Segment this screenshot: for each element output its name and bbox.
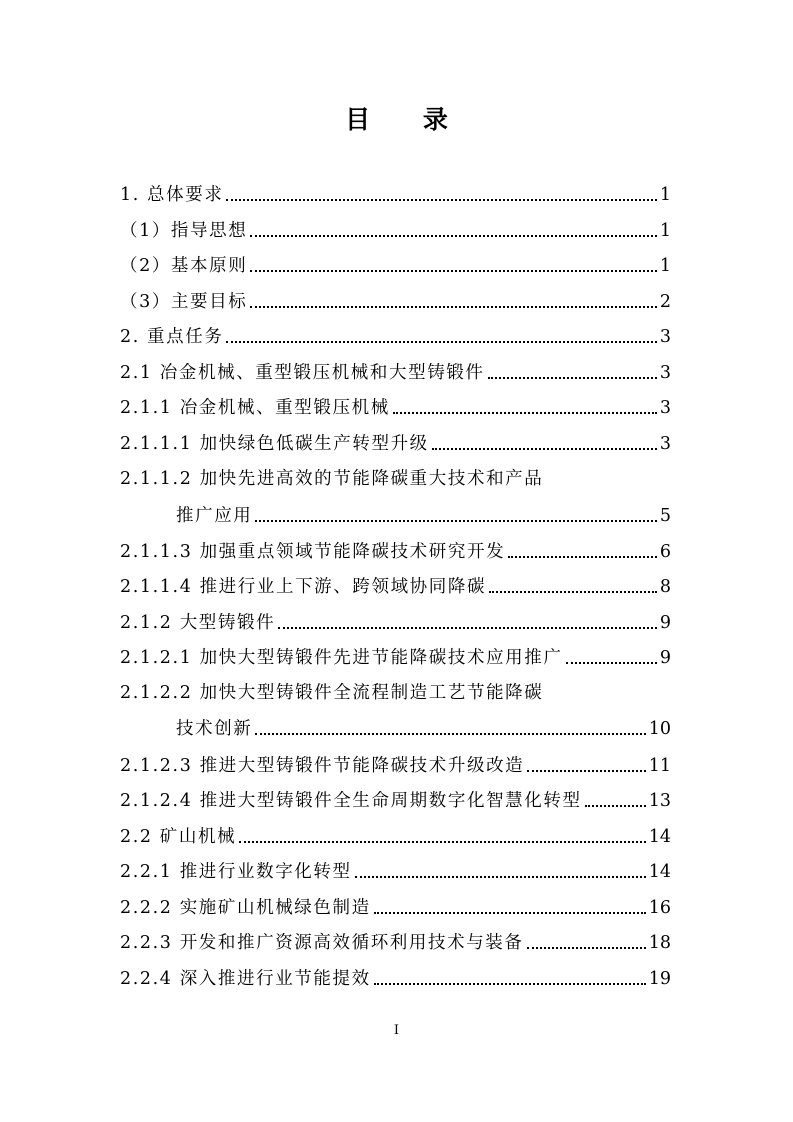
dot-leader xyxy=(566,662,657,664)
toc-entry-first-line[interactable]: 2.1.1.2 加快先进高效的节能降碳重大技术和产品 xyxy=(120,469,544,489)
dot-leader xyxy=(432,448,657,450)
toc-entry[interactable] xyxy=(120,754,671,778)
toc-entry-label: 1. 总体要求 xyxy=(120,185,224,205)
dot-leader xyxy=(278,627,657,629)
toc-entry[interactable] xyxy=(120,896,671,920)
dot-leader xyxy=(374,912,646,914)
toc-entry[interactable] xyxy=(120,219,671,243)
toc-entry-label: 2.1.1.1 加快绿色低碳生产转型升级 xyxy=(120,434,429,454)
toc-entry[interactable] xyxy=(120,183,671,207)
toc-entry[interactable] xyxy=(120,325,671,349)
dot-leader xyxy=(250,270,657,272)
toc-entry[interactable] xyxy=(120,825,671,849)
dot-leader xyxy=(255,520,656,522)
toc-entry-label: 2. 重点任务 xyxy=(120,327,224,347)
dot-leader xyxy=(585,805,646,807)
toc-entry-label: （2）基本原则 xyxy=(120,256,248,276)
toc-entry[interactable] xyxy=(120,540,671,564)
toc-page-number: 10 xyxy=(648,719,671,739)
toc-entry[interactable] xyxy=(120,611,671,635)
toc-page-number: 2 xyxy=(659,292,671,312)
toc-page-number: 11 xyxy=(648,756,671,776)
toc-entry[interactable] xyxy=(120,646,671,670)
toc-entry-label: 2.2 矿山机械 xyxy=(120,827,237,847)
toc-entry[interactable] xyxy=(120,254,671,278)
toc-entry-label: 2.1.1 冶金机械、重型锻压机械 xyxy=(120,398,390,418)
toc-entry[interactable] xyxy=(120,860,671,884)
toc-entry-label: （1）指导思想 xyxy=(120,221,248,241)
toc-entry[interactable] xyxy=(120,361,671,385)
dot-leader xyxy=(508,556,657,558)
toc-page-number: 14 xyxy=(648,827,671,847)
toc-entry-label: 2.2.2 实施矿山机械绿色制造 xyxy=(120,898,371,918)
toc-entry-first-line[interactable]: 2.1.2.2 加快大型铸锻件全流程制造工艺节能降碳 xyxy=(120,683,544,703)
dot-leader xyxy=(355,876,646,878)
dot-leader xyxy=(527,770,645,772)
toc-page-number: 8 xyxy=(659,577,671,597)
toc-entry-label: 2.2.4 深入推进行业节能提效 xyxy=(120,969,371,989)
toc-entry-label: 2.1.1.4 推进行业上下游、跨领域协同降碳 xyxy=(120,577,487,597)
page-title: 目 录 xyxy=(345,105,470,134)
dot-leader xyxy=(374,983,646,985)
toc-entry[interactable] xyxy=(120,575,671,599)
toc-entry-label: （3）主要目标 xyxy=(120,292,248,312)
toc-entry-label: 2.1.2.3 推进大型铸锻件节能降碳技术升级改造 xyxy=(120,756,525,776)
toc-page-number: 1 xyxy=(659,185,671,205)
dot-leader xyxy=(255,733,645,735)
toc-page-number: 3 xyxy=(659,363,671,383)
toc-page-number: 1 xyxy=(659,221,671,241)
dot-leader xyxy=(250,235,657,237)
toc-page-number: 9 xyxy=(659,613,671,633)
toc-page-number: 16 xyxy=(648,898,671,918)
dot-leader xyxy=(393,412,657,414)
dot-leader xyxy=(226,199,656,201)
toc-entry[interactable] xyxy=(176,504,671,528)
toc-entry[interactable] xyxy=(120,789,671,813)
toc-entry[interactable] xyxy=(120,290,671,314)
toc-entry[interactable] xyxy=(120,432,671,456)
toc-entry-label: 推广应用 xyxy=(176,506,253,526)
dot-leader xyxy=(489,591,657,593)
toc-entry-label: 2.2.1 推进行业数字化转型 xyxy=(120,862,352,882)
toc-page-number: 19 xyxy=(648,969,671,989)
toc-page-number: 9 xyxy=(659,648,671,668)
toc-entry-label: 2.1.2.1 加快大型铸锻件先进节能降碳技术应用推广 xyxy=(120,648,563,668)
dot-leader xyxy=(527,947,646,949)
toc-page-number: 18 xyxy=(648,933,671,953)
toc-entry-label: 2.2.3 开发和推广资源高效循环利用技术与装备 xyxy=(120,933,524,953)
toc-entry-label: 2.1.2 大型铸锻件 xyxy=(120,613,276,633)
toc-page-number: 3 xyxy=(659,434,671,454)
toc-page-number: 1 xyxy=(659,256,671,276)
toc-entry-label: 技术创新 xyxy=(176,719,253,739)
toc-page-number: 14 xyxy=(648,862,671,882)
toc-page-number: 3 xyxy=(659,327,671,347)
toc-entry[interactable] xyxy=(120,931,671,955)
toc-page-number: 3 xyxy=(659,398,671,418)
toc-entry[interactable] xyxy=(176,717,671,741)
toc-entry-label: 2.1.1.3 加强重点领域节能降碳技术研究开发 xyxy=(120,542,506,562)
toc-page-number: 5 xyxy=(659,506,671,526)
dot-leader xyxy=(239,841,646,843)
toc-page-number: 13 xyxy=(648,791,671,811)
dot-leader xyxy=(226,341,656,343)
dot-leader xyxy=(488,377,657,379)
toc-page-number: 6 xyxy=(659,542,671,562)
toc-entry-label: 2.1 冶金机械、重型锻压机械和大型铸锻件 xyxy=(120,363,485,383)
footer-page-number: I xyxy=(393,1023,400,1038)
toc-entry[interactable] xyxy=(120,967,671,991)
toc-entry[interactable] xyxy=(120,396,671,420)
toc-entry-label: 2.1.2.4 推进大型铸锻件全生命周期数字化智慧化转型 xyxy=(120,791,582,811)
dot-leader xyxy=(250,306,657,308)
